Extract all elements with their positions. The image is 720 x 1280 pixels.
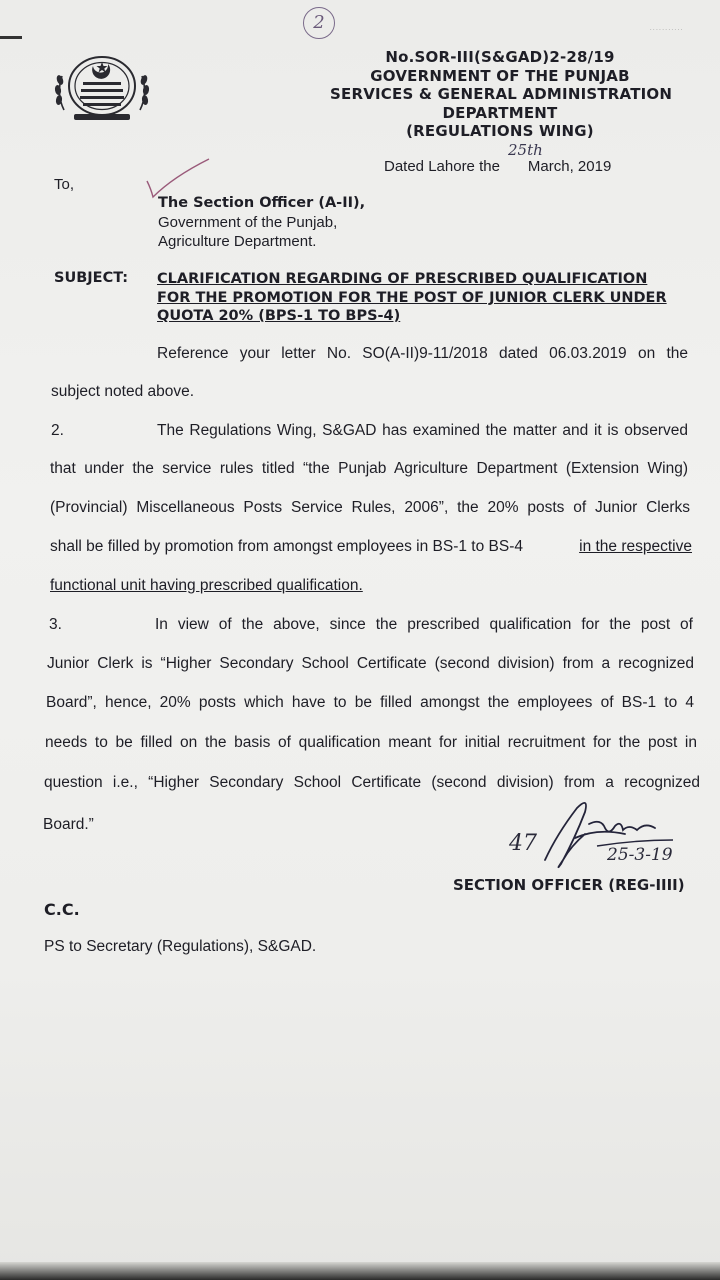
punjab-government-emblem	[50, 50, 154, 126]
para2-line-4	[50, 538, 692, 556]
date-month-year: March, 2019	[527, 158, 612, 175]
addressee-block	[158, 194, 365, 251]
para2-line-4-text: shall be filled by promotion from amongst employees in BS-1 to BS-4	[50, 538, 523, 555]
subject-line-2: FOR THE PROMOTION FOR THE POST OF JUNIOR CLERK UNDER	[157, 289, 667, 306]
cc-label: C.C.	[44, 900, 80, 919]
para2-line-4-underlined: in the respective	[579, 538, 692, 555]
para2-line-2: that under the service rules titled “the Punjab Agriculture Department (Extension Wing)	[50, 460, 688, 477]
addressee-line-2: Government of the Punjab,	[158, 214, 338, 231]
subject-line-3: QUOTA 20% (BPS-1 TO BPS-4)	[157, 308, 401, 324]
para3-line-1: In view of the above, since the prescribed qualification for the post of	[155, 616, 693, 633]
header-line-department-2: DEPARTMENT	[442, 103, 558, 122]
para2-line-1: The Regulations Wing, S&GAD has examined the matter and it is observed	[157, 422, 688, 439]
para3-number: 3.	[49, 616, 62, 633]
handwritten-page-number: 2	[303, 7, 335, 39]
scan-edge-mark	[0, 36, 22, 39]
letter-date	[384, 158, 611, 175]
para2-line-5: functional unit having prescribed qualification.	[50, 577, 363, 594]
para2-line-3: (Provincial) Miscellaneous Posts Service Rules, 2006”, the 20% posts of Junior Clerks	[50, 499, 690, 516]
para3-line-6: Board.”	[43, 816, 94, 833]
header-line-wing: (REGULATIONS WING)	[406, 122, 594, 140]
letter-header	[330, 48, 673, 141]
addressee-line-3: Agriculture Department.	[158, 233, 317, 250]
to-label: To,	[54, 176, 75, 193]
handwritten-signature	[505, 794, 705, 874]
addressee-name: The Section Officer (A-II),	[158, 195, 366, 211]
subject-label: SUBJECT:	[54, 270, 129, 286]
header-line-department: SERVICES & GENERAL ADMINISTRATION	[330, 85, 673, 103]
signature-date: 25-3-19	[607, 845, 673, 865]
signatory-title: SECTION OFFICER (REG-IIII)	[453, 876, 685, 894]
header-line-government: GOVERNMENT OF THE PUNJAB	[370, 66, 630, 85]
tiny-print-mark: · · · · · · · · · · ·	[650, 27, 683, 33]
para3-line-3: Board”, hence, 20% posts which have to be filled amongst the employees of BS-1 to 4	[46, 694, 694, 711]
para2-number: 2.	[51, 422, 64, 439]
para1-line-1: Reference your letter No. SO(A-II)9-11/2018 dated 06.03.2019 on the	[157, 345, 688, 362]
para3-line-5: question i.e., “Higher Secondary School Certificate (second division) from a recognized	[44, 774, 700, 791]
subject-line-1: CLARIFICATION REGARDING OF PRESCRIBED QUALIFICATION	[157, 271, 648, 287]
subject-text	[157, 270, 687, 326]
para3-line-2: Junior Clerk is “Higher Secondary School Certificate (second division) from a recognized	[47, 655, 694, 672]
handwritten-day: 25th	[508, 141, 543, 159]
signature-initials: 47	[509, 831, 537, 856]
letter-number: No.SOR-III(S&GAD)2-28/19	[385, 48, 615, 66]
date-prefix: Dated Lahore the	[384, 158, 500, 175]
para1-line-2: subject noted above.	[51, 383, 195, 400]
cc-recipient: PS to Secretary (Regulations), S&GAD.	[44, 938, 317, 955]
para3-line-4: needs to be filled on the basis of qualification meant for initial recruitment for the post in	[45, 734, 697, 751]
scan-bottom-edge	[0, 1262, 720, 1280]
